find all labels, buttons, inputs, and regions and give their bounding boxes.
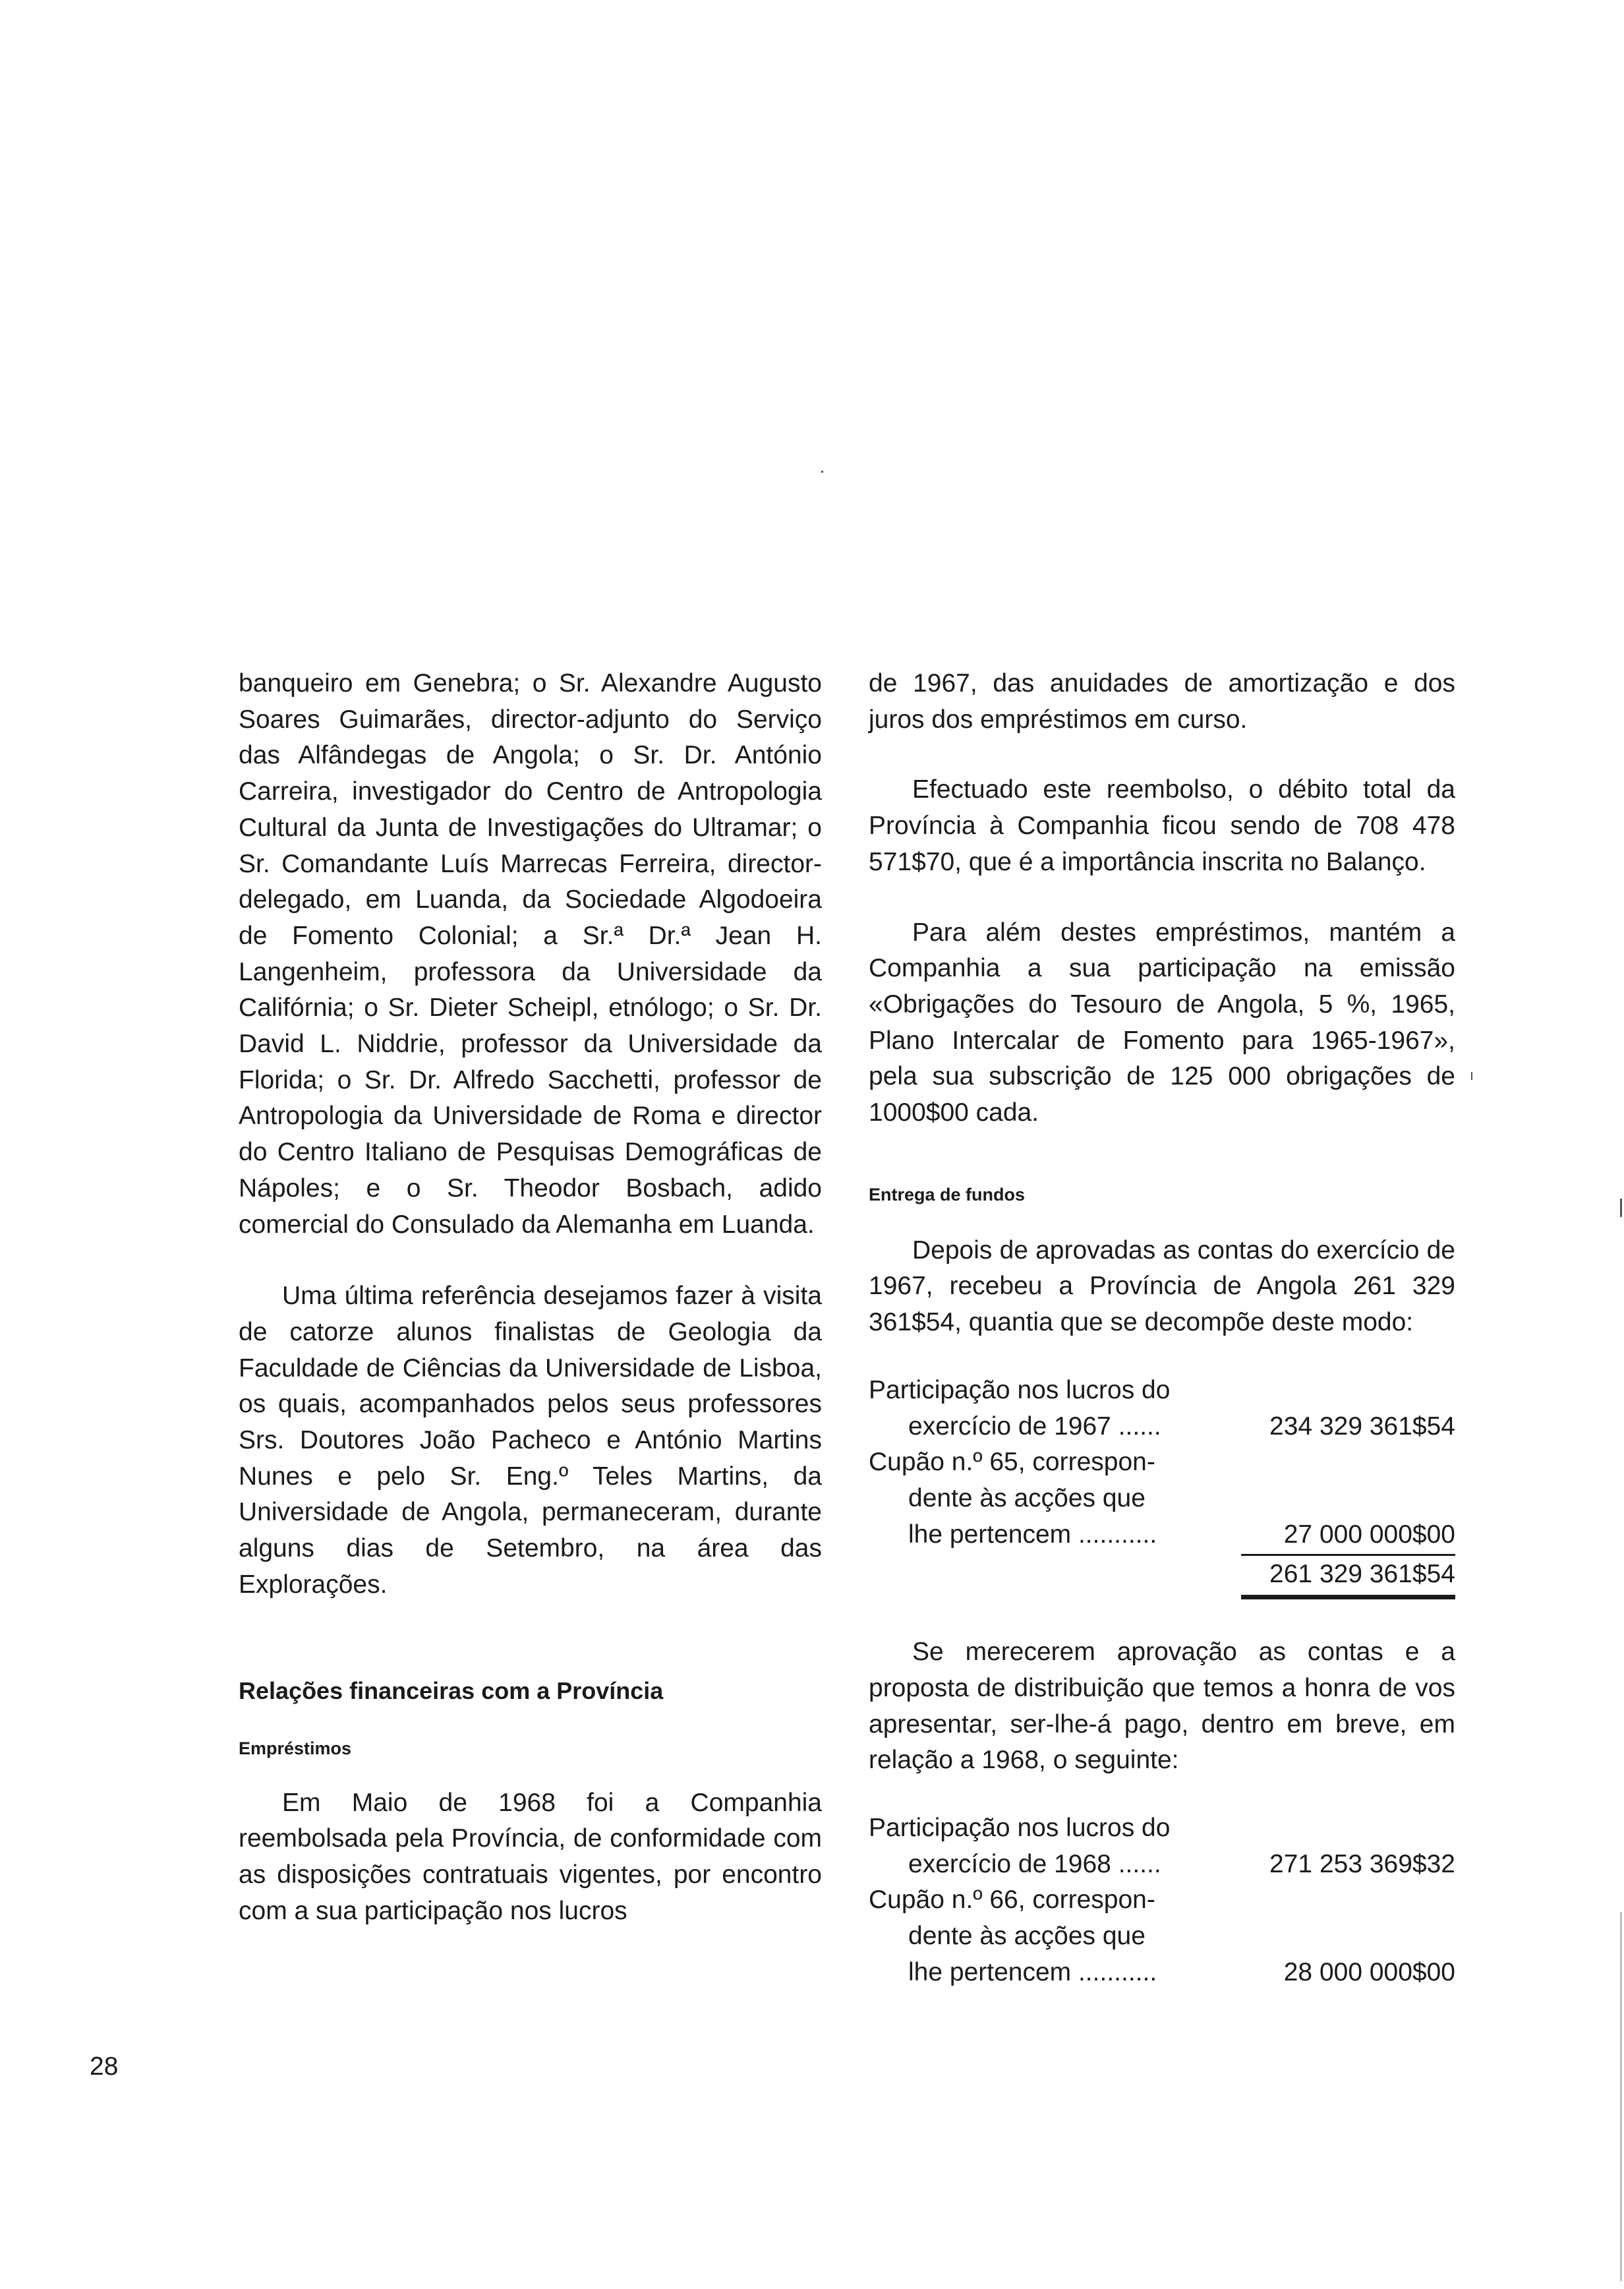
- ledger-row: [869, 1517, 1455, 1553]
- ledger-label: Cupão n.º 65, correspon-: [869, 1448, 1155, 1477]
- right-column: [869, 666, 1455, 1991]
- subheading-loans: Empréstimos: [239, 1738, 352, 1758]
- ledger-label: Participação nos lucros do: [869, 1814, 1171, 1843]
- body-paragraph-treasury-bonds: Para além destes empréstimos, mantém a Companhia a sua participação na emissão «Obrigações do Tesouro de Angola, 5 %, 1965, Plano Intercalar de Fomento para 1965-1967», pela sua subscrição de 125 000 obrigações de 1000$00 cada.: [869, 918, 1455, 1127]
- ledger-amount: 27 000 000$00: [1283, 1520, 1455, 1549]
- body-paragraph-amortization: de 1967, das anuidades de amortização e dos juros dos empréstimos em curso.: [869, 669, 1455, 734]
- page-number: 28: [90, 2052, 119, 2081]
- ledger-total-amount: 261 329 361$54: [1269, 1560, 1455, 1589]
- ledger-total-rule: [1241, 1595, 1455, 1599]
- ledger-total-row: [869, 1553, 1455, 1592]
- subheading-fund-delivery: Entrega de fundos: [869, 1184, 1026, 1204]
- ledger-1968: [869, 1810, 1455, 1990]
- ledger-label: lhe pertencem ...........: [908, 1957, 1157, 1986]
- scan-speck: [1471, 1072, 1472, 1080]
- scan-edge-mark: [1620, 1199, 1622, 1217]
- ledger-label: lhe pertencem ...........: [908, 1520, 1157, 1549]
- body-paragraph-proposal: Se merecerem aprovação as contas e a proposta de distribuição que temos a honra de vos apresentar, ser-lhe-á pago, dentro em breve, em relação a 1968, o seguinte:: [869, 1638, 1455, 1775]
- ledger-1967: [869, 1373, 1455, 1592]
- ledger-row: [869, 1481, 1455, 1517]
- ledger-row: [869, 1955, 1455, 1991]
- section-heading-financial-relations: Relações financeiras com a Província: [239, 1677, 664, 1704]
- body-paragraph-visitors: banqueiro em Genebra; o Sr. Alexandre Augusto Soares Guimarães, director-adjunto do Serviço das Alfândegas de Angola; o Sr. Dr. António Carreira, investigador do Centro de Antropologia Cultural da Junta de Investigações do Ultramar; o Sr. Comandante Luís Marrecas Ferreira, director-delegado, em Luanda, da Sociedade Algodoeira de Fomento Colonial; a Sr.ª Dr.ª Jean H. Langenheim, professora da Universidade da Califórnia; o Sr. Dieter Scheipl, etnólogo; o Sr. Dr. David L. Niddrie, professor da Universidade da Florida; o Sr. Dr. Alfredo Sacchetti, professor de Antropologia da Universidade de Roma e director do Centro Italiano de Pesquisas Demográficas de Nápoles; e o Sr. Theodor Bosbach, adido comercial do Consulado da Alemanha em Luanda.: [239, 669, 822, 1239]
- ledger-row: [869, 1409, 1455, 1445]
- ledger-label: exercício de 1968 ......: [908, 1849, 1161, 1878]
- ledger-row: [869, 1918, 1455, 1955]
- ledger-row: [869, 1882, 1455, 1918]
- left-column: [239, 666, 822, 1929]
- ledger-label: exercício de 1967 ......: [908, 1412, 1161, 1441]
- ledger-row: [869, 1373, 1455, 1409]
- ledger-row: [869, 1847, 1455, 1883]
- ledger-row: [869, 1444, 1455, 1481]
- body-paragraph-fund-breakdown: Depois de aprovadas as contas do exercício de 1967, recebeu a Província de Angola 261 329 361$54, quantia que se decompõe deste modo:: [869, 1235, 1455, 1337]
- ledger-row: [869, 1810, 1455, 1847]
- ledger-amount: 28 000 000$00: [1283, 1957, 1455, 1986]
- body-paragraph-student-visit: Uma última referência desejamos fazer à visita de catorze alunos finalistas de Geologia da Faculdade de Ciências da Universidade de Lisboa, os quais, acompanhados pelos seus professores Srs. Doutores João Pacheco e António Martins Nunes e pelo Sr. Eng.º Teles Martins, da Universidade de Angola, permaneceram, durante alguns dias de Setembro, na área das Explorações.: [239, 1282, 822, 1599]
- ledger-amount: 271 253 369$32: [1269, 1849, 1455, 1878]
- body-paragraph-reimbursement: Em Maio de 1968 foi a Companhia reembolsada pela Província, de conformidade com as disposições contratuais vigentes, por encontro com a sua participação nos lucros: [239, 1788, 822, 1925]
- scan-edge-mark: [1620, 1912, 1622, 2281]
- scan-speck: [821, 471, 823, 473]
- ledger-label: Cupão n.º 66, correspon-: [869, 1886, 1155, 1915]
- ledger-label: Participação nos lucros do: [869, 1375, 1171, 1404]
- body-paragraph-total-debt: Efectuado este reembolso, o débito total da Província à Companhia ficou sendo de 708 478 571$70, que é a importância inscrita no Balanço.: [869, 775, 1455, 876]
- ledger-label: dente às acções que: [908, 1922, 1146, 1951]
- ledger-subtotal-rule: [1241, 1554, 1455, 1556]
- ledger-label: dente às acções que: [908, 1483, 1146, 1512]
- ledger-amount: 234 329 361$54: [1269, 1412, 1455, 1441]
